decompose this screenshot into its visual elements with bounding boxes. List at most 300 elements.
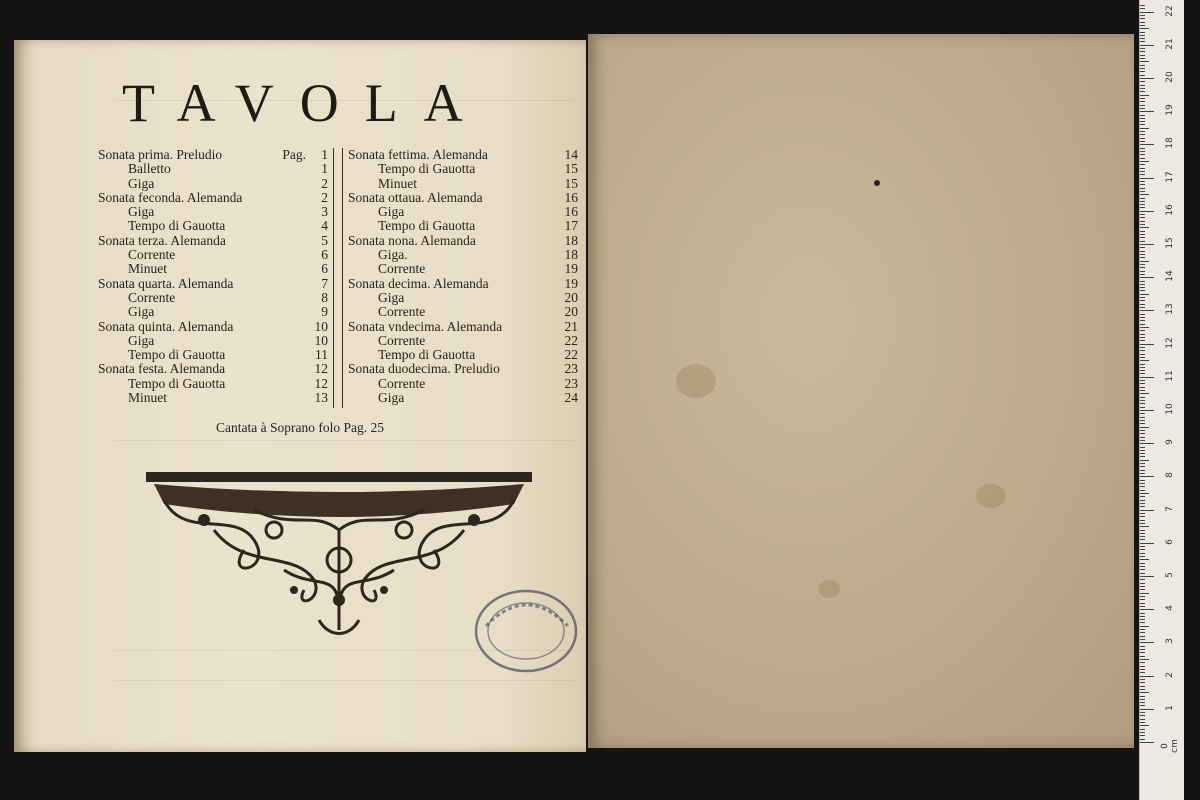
ruler-tick xyxy=(1140,194,1149,195)
ruler-tick xyxy=(1140,178,1154,179)
ruler-tick xyxy=(1140,18,1145,19)
ruler-tick xyxy=(1140,563,1145,564)
ruler-tick xyxy=(1140,48,1145,49)
toc-entry-label: Giga xyxy=(128,304,155,320)
toc-entry xyxy=(98,162,328,176)
ruler-tick xyxy=(1140,334,1145,335)
toc-entry-label: Tempo di Gauotta xyxy=(378,347,476,363)
ruler-tick xyxy=(1140,171,1145,172)
ruler-tick xyxy=(1140,340,1145,341)
ruler-tick xyxy=(1140,463,1145,464)
toc-entry-label: Giga xyxy=(128,332,155,348)
ruler-tick xyxy=(1140,294,1149,295)
toc-entry-page: 6 xyxy=(321,261,328,277)
ruler-tick xyxy=(1140,466,1145,467)
ruler-tick xyxy=(1140,656,1145,657)
ruler-tick xyxy=(1140,453,1145,454)
ruler-tick xyxy=(1140,141,1145,142)
toc-entry-page: 18 xyxy=(564,232,578,248)
toc-entry-label: Minuet xyxy=(378,175,417,191)
ruler-tick xyxy=(1140,267,1145,268)
ruler-tick xyxy=(1140,642,1154,643)
ruler-tick xyxy=(1140,393,1149,394)
ruler-tick xyxy=(1140,593,1149,594)
ruler-tick xyxy=(1140,151,1145,152)
toc-entry xyxy=(348,248,578,262)
toc-entry-page: 22 xyxy=(564,347,578,363)
ruler-tick xyxy=(1140,549,1145,550)
ruler-tick xyxy=(1140,344,1154,345)
toc-entry xyxy=(348,262,578,276)
ruler-tick xyxy=(1140,539,1145,540)
toc-entry xyxy=(98,334,328,348)
ruler-tick xyxy=(1140,669,1145,670)
toc-entry-page: 8 xyxy=(321,289,328,305)
toc-entry-label: Sonata nona. Alemanda xyxy=(348,232,476,248)
ruler-tick xyxy=(1140,317,1145,318)
ruler-tick xyxy=(1140,559,1149,560)
ruler-tick xyxy=(1140,632,1145,633)
ruler-tick xyxy=(1140,360,1149,361)
ruler-number: 20 xyxy=(1165,71,1175,83)
ruler-tick xyxy=(1140,35,1145,36)
toc-entry-label: Tempo di Gauotta xyxy=(378,218,476,234)
ruler-tick xyxy=(1140,383,1145,384)
ruler-number: 21 xyxy=(1165,38,1175,50)
ruler-number: 9 xyxy=(1165,439,1175,446)
ruler-number: 1 xyxy=(1165,704,1175,711)
ruler-tick xyxy=(1140,364,1145,365)
ruler-tick xyxy=(1140,118,1145,119)
toc-entry-label: Corrente xyxy=(378,375,426,391)
ruler-tick xyxy=(1140,742,1154,743)
ruler-tick xyxy=(1140,530,1145,531)
ruler-tick xyxy=(1140,95,1149,96)
ruler-tick xyxy=(1140,188,1145,189)
toc-entry xyxy=(98,219,328,233)
ruler-tick xyxy=(1140,138,1145,139)
ruler-tick xyxy=(1140,357,1145,358)
toc-entry-page: 6 xyxy=(321,247,328,263)
toc-entry-label: Tempo di Gauotta xyxy=(128,347,226,363)
ruler-tick xyxy=(1140,722,1145,723)
ruler-tick xyxy=(1140,413,1145,414)
ruler-tick xyxy=(1140,573,1145,574)
ruler-tick xyxy=(1140,287,1145,288)
toc-entry xyxy=(98,277,328,291)
ruler-tick xyxy=(1140,201,1145,202)
toc-entry-label: Sonata prima. Preludio xyxy=(98,147,223,162)
ruler-tick xyxy=(1140,702,1145,703)
ruler-tick xyxy=(1140,682,1145,683)
ruler-tick xyxy=(1140,503,1145,504)
toc-entry-label: Giga xyxy=(378,204,405,220)
toc-entry xyxy=(348,148,578,162)
ruler-tick xyxy=(1140,430,1145,431)
ruler-tick xyxy=(1140,705,1145,706)
right-page xyxy=(588,34,1134,748)
ruler-tick xyxy=(1140,128,1149,129)
ruler-number: 15 xyxy=(1165,237,1175,249)
toc-entry-page: 7 xyxy=(321,275,328,291)
ruler-tick xyxy=(1140,227,1149,228)
ruler-tick xyxy=(1140,437,1145,438)
ruler-tick xyxy=(1140,513,1145,514)
ruler-tick xyxy=(1140,154,1145,155)
toc-entry-label: Sonata duodecima. Preludio xyxy=(348,361,500,377)
ruler-tick xyxy=(1140,247,1145,248)
toc-entry xyxy=(98,191,328,205)
ruler-tick xyxy=(1140,579,1145,580)
ruler-tick xyxy=(1140,38,1145,39)
toc-entry-label: Corrente xyxy=(378,304,426,320)
toc-entry-page: 18 xyxy=(564,247,578,263)
ruler-tick xyxy=(1140,214,1145,215)
toc-entry xyxy=(348,219,578,233)
ruler-tick xyxy=(1140,354,1145,355)
toc-entry-label: Sonata fettima. Alemanda xyxy=(348,147,488,162)
ruler-tick xyxy=(1140,729,1145,730)
ruler-tick xyxy=(1140,377,1154,378)
toc-entry-label: Corrente xyxy=(378,261,426,277)
ruler-tick xyxy=(1140,400,1145,401)
toc-left-column xyxy=(98,148,328,405)
ruler-tick xyxy=(1140,390,1145,391)
ruler-tick xyxy=(1140,423,1145,424)
toc-entry xyxy=(98,362,328,376)
ruler-tick xyxy=(1140,712,1145,713)
ruler-number: 7 xyxy=(1165,505,1175,512)
ruler-tick xyxy=(1140,516,1145,517)
ruler-tick xyxy=(1140,297,1145,298)
pag-label: Pag. xyxy=(282,147,306,162)
ruler-tick xyxy=(1140,324,1145,325)
ruler-tick xyxy=(1140,320,1145,321)
toc-entry-page: 17 xyxy=(564,218,578,234)
ruler-tick xyxy=(1140,583,1145,584)
toc-entry xyxy=(98,205,328,219)
toc-entry-label: Minuet xyxy=(128,261,167,277)
toc-entry-label: Tempo di Gauotta xyxy=(378,161,476,177)
toc-entry-page: 12 xyxy=(314,361,328,377)
ruler-tick xyxy=(1140,613,1145,614)
ruler-tick xyxy=(1140,158,1145,159)
ruler-tick xyxy=(1140,470,1145,471)
ruler-tick xyxy=(1140,699,1145,700)
toc-entry-label: Giga xyxy=(128,175,155,191)
toc-entry-page: 21 xyxy=(564,318,578,334)
measurement-ruler xyxy=(1139,0,1184,800)
toc-entry xyxy=(98,348,328,362)
ruler-tick xyxy=(1140,264,1145,265)
ruler-tick xyxy=(1140,533,1145,534)
toc-entry xyxy=(98,320,328,334)
toc-entry-page: 9 xyxy=(321,304,328,320)
ruler-tick xyxy=(1140,108,1145,109)
ruler-tick xyxy=(1140,473,1145,474)
ruler-tick xyxy=(1140,134,1145,135)
ruler-tick xyxy=(1140,314,1145,315)
ruler-tick xyxy=(1140,25,1145,26)
toc-entry xyxy=(98,148,328,162)
ruler-tick xyxy=(1140,15,1145,16)
toc-entry-label: Giga. xyxy=(378,247,408,263)
toc-entry-label: Balletto xyxy=(128,161,171,177)
ruler-number: 2 xyxy=(1165,671,1175,678)
ruler-tick xyxy=(1140,523,1145,524)
ruler-tick xyxy=(1140,347,1145,348)
ruler-number: 12 xyxy=(1165,336,1175,349)
ruler-tick xyxy=(1140,520,1145,521)
toc-entry-page: 23 xyxy=(564,361,578,377)
ruler-tick xyxy=(1140,546,1145,547)
toc-right-column xyxy=(348,148,578,405)
ruler-tick xyxy=(1140,68,1145,69)
ruler-tick xyxy=(1140,88,1145,89)
ruler-tick xyxy=(1140,367,1145,368)
ruler-tick xyxy=(1140,198,1145,199)
ruler-tick xyxy=(1140,433,1145,434)
ruler-tick xyxy=(1140,719,1145,720)
toc-entry xyxy=(348,205,578,219)
toc-entry-page: 16 xyxy=(564,189,578,205)
ruler-tick xyxy=(1140,576,1154,577)
toc-entry-label: Sonata feconda. Alemanda xyxy=(98,189,243,205)
ruler-tick xyxy=(1140,646,1145,647)
ruler-number: 4 xyxy=(1165,605,1175,612)
ruler-tick xyxy=(1140,417,1145,418)
toc-entry xyxy=(348,348,578,362)
ruler-tick xyxy=(1140,81,1145,82)
toc-entry-page: 23 xyxy=(564,375,578,391)
ruler-tick xyxy=(1140,490,1145,491)
ruler-tick xyxy=(1140,131,1145,132)
toc-entry-page: 15 xyxy=(564,175,578,191)
ruler-tick xyxy=(1140,526,1149,527)
ruler-tick xyxy=(1140,373,1145,374)
ruler-tick xyxy=(1140,427,1149,428)
ruler-tick xyxy=(1140,207,1145,208)
ruler-tick xyxy=(1140,8,1145,9)
ruler-tick xyxy=(1140,290,1145,291)
ruler-tick xyxy=(1140,221,1145,222)
toc-entry-label: Sonata decima. Alemanda xyxy=(348,275,489,291)
ruler-tick xyxy=(1140,556,1145,557)
ruler-tick xyxy=(1140,410,1154,411)
ruler-tick xyxy=(1140,204,1145,205)
ruler-tick xyxy=(1140,105,1145,106)
ruler-unit-label: 0 cm xyxy=(1160,739,1180,753)
ruler-tick xyxy=(1140,350,1145,351)
ruler-number: 13 xyxy=(1165,303,1175,316)
ruler-tick xyxy=(1140,85,1145,86)
ruler-tick xyxy=(1140,274,1145,275)
ruler-tick xyxy=(1140,32,1145,33)
toc-entry xyxy=(98,305,328,319)
ruler-tick xyxy=(1140,666,1145,667)
toc-entry xyxy=(348,377,578,391)
toc-entry-page: 2 xyxy=(321,175,328,191)
ruler-tick xyxy=(1140,55,1145,56)
ruler-tick xyxy=(1140,676,1154,677)
ruler-tick xyxy=(1140,622,1145,623)
ruler-tick xyxy=(1140,496,1145,497)
ruler-tick xyxy=(1140,370,1145,371)
ruler-tick xyxy=(1140,403,1145,404)
ruler-tick xyxy=(1140,12,1154,13)
ruler-number: 17 xyxy=(1165,170,1175,183)
ruler-tick xyxy=(1140,28,1149,29)
ruler-number: 3 xyxy=(1165,638,1175,645)
ruler-tick xyxy=(1140,659,1149,660)
toc-entry-page: 4 xyxy=(321,218,328,234)
ruler-number: 6 xyxy=(1165,538,1175,545)
ruler-tick xyxy=(1140,440,1145,441)
toc-entry-page: 24 xyxy=(564,390,578,406)
ruler-tick xyxy=(1140,237,1145,238)
ruler-tick xyxy=(1140,636,1145,637)
toc-entry-page: 20 xyxy=(564,289,578,305)
toc-entry-page: 14 xyxy=(564,147,578,162)
ruler-tick xyxy=(1140,65,1145,66)
ruler-tick xyxy=(1140,483,1145,484)
ruler-tick xyxy=(1140,307,1145,308)
ruler-tick xyxy=(1140,639,1145,640)
ruler-tick xyxy=(1140,603,1145,604)
ruler-tick xyxy=(1140,234,1145,235)
toc-entry-label: Tempo di Gauotta xyxy=(128,218,226,234)
ruler-tick xyxy=(1140,553,1145,554)
ruler-number: 18 xyxy=(1165,137,1175,150)
ruler-tick xyxy=(1140,327,1149,328)
toc-entry xyxy=(348,162,578,176)
ruler-tick xyxy=(1140,566,1145,567)
toc-entry-label: Corrente xyxy=(128,289,176,305)
ruler-tick xyxy=(1140,692,1149,693)
ruler-tick xyxy=(1140,493,1149,494)
toc-entry-label: Giga xyxy=(128,204,155,220)
ruler-tick xyxy=(1140,45,1154,46)
ruler-tick xyxy=(1140,486,1145,487)
toc-entry-page: 5 xyxy=(321,232,328,248)
toc-entry-page: 10 xyxy=(314,332,328,348)
ruler-tick xyxy=(1140,739,1145,740)
toc-entry-label: Giga xyxy=(378,289,405,305)
ruler-tick xyxy=(1140,71,1145,72)
ruler-tick xyxy=(1140,41,1145,42)
ruler-number: 19 xyxy=(1165,104,1175,116)
ruler-tick xyxy=(1140,569,1145,570)
ruler-number: 11 xyxy=(1165,370,1175,382)
toc-entry xyxy=(98,248,328,262)
ruler-tick xyxy=(1140,251,1145,252)
ruler-tick xyxy=(1140,652,1145,653)
toc-entry xyxy=(348,277,578,291)
ruler-tick xyxy=(1140,78,1154,79)
toc-entry-label: Sonata ottaua. Alemanda xyxy=(348,189,483,205)
ruler-tick xyxy=(1140,244,1154,245)
ruler-tick xyxy=(1140,75,1145,76)
toc-entry-page: 19 xyxy=(564,275,578,291)
ruler-tick xyxy=(1140,732,1145,733)
ruler-tick xyxy=(1140,443,1154,444)
toc-entry xyxy=(98,262,328,276)
ruler-tick xyxy=(1140,407,1145,408)
ruler-tick xyxy=(1140,586,1145,587)
ruler-tick xyxy=(1140,596,1145,597)
toc-entry xyxy=(98,291,328,305)
ruler-tick xyxy=(1140,257,1145,258)
ruler-tick xyxy=(1140,281,1145,282)
ruler-tick xyxy=(1140,629,1145,630)
ruler-number: 16 xyxy=(1165,204,1175,216)
toc-entry-label: Corrente xyxy=(378,332,426,348)
toc-entry xyxy=(348,177,578,191)
ruler-tick xyxy=(1140,337,1145,338)
ruler-tick xyxy=(1140,380,1145,381)
toc-entry-page: 15 xyxy=(564,161,578,177)
ruler-tick xyxy=(1140,476,1154,477)
ruler-tick xyxy=(1140,709,1154,710)
ruler-tick xyxy=(1140,300,1145,301)
ruler-tick xyxy=(1140,725,1149,726)
ruler-tick xyxy=(1140,689,1145,690)
ruler-tick xyxy=(1140,662,1145,663)
ruler-tick xyxy=(1140,191,1145,192)
ruler-tick xyxy=(1140,115,1145,116)
ruler-tick xyxy=(1140,277,1154,278)
toc-entry xyxy=(348,334,578,348)
toc-entry-page: 12 xyxy=(314,375,328,391)
ruler-number: 22 xyxy=(1165,4,1175,17)
ruler-tick xyxy=(1140,184,1145,185)
ruler-tick xyxy=(1140,224,1145,225)
toc-entry xyxy=(348,320,578,334)
ruler-tick xyxy=(1140,98,1145,99)
toc-entry xyxy=(98,391,328,405)
ruler-tick xyxy=(1140,500,1145,501)
toc-entry-label: Minuet xyxy=(128,390,167,406)
ruler-tick xyxy=(1140,626,1149,627)
toc-entry xyxy=(348,391,578,405)
toc-entry-label: Sonata terza. Alemanda xyxy=(98,232,226,248)
toc-entry-page: 22 xyxy=(564,332,578,348)
ruler-tick xyxy=(1140,211,1154,212)
toc-entry-label: Sonata quinta. Alemanda xyxy=(98,318,234,334)
toc-entry xyxy=(348,234,578,248)
ruler-tick xyxy=(1140,679,1145,680)
toc-entry-label: Corrente xyxy=(128,247,176,263)
toc-entry-page: 16 xyxy=(564,204,578,220)
toc-entry xyxy=(98,177,328,191)
ruler-tick xyxy=(1140,22,1145,23)
ruler-tick xyxy=(1140,606,1145,607)
ruler-tick xyxy=(1140,91,1145,92)
library-stamp-icon xyxy=(472,586,580,676)
ruler-tick xyxy=(1140,480,1145,481)
ruler-tick xyxy=(1140,420,1145,421)
toc-entry-page: 1 xyxy=(321,147,328,162)
toc-entry-page: 2 xyxy=(321,189,328,205)
ruler-tick xyxy=(1140,649,1145,650)
toc-entry xyxy=(98,377,328,391)
ruler-tick xyxy=(1140,599,1145,600)
toc-entry-page: 13 xyxy=(314,390,328,406)
ruler-tick xyxy=(1140,616,1145,617)
ruler-tick xyxy=(1140,619,1145,620)
ruler-tick xyxy=(1140,261,1149,262)
ruler-tick xyxy=(1140,61,1149,62)
